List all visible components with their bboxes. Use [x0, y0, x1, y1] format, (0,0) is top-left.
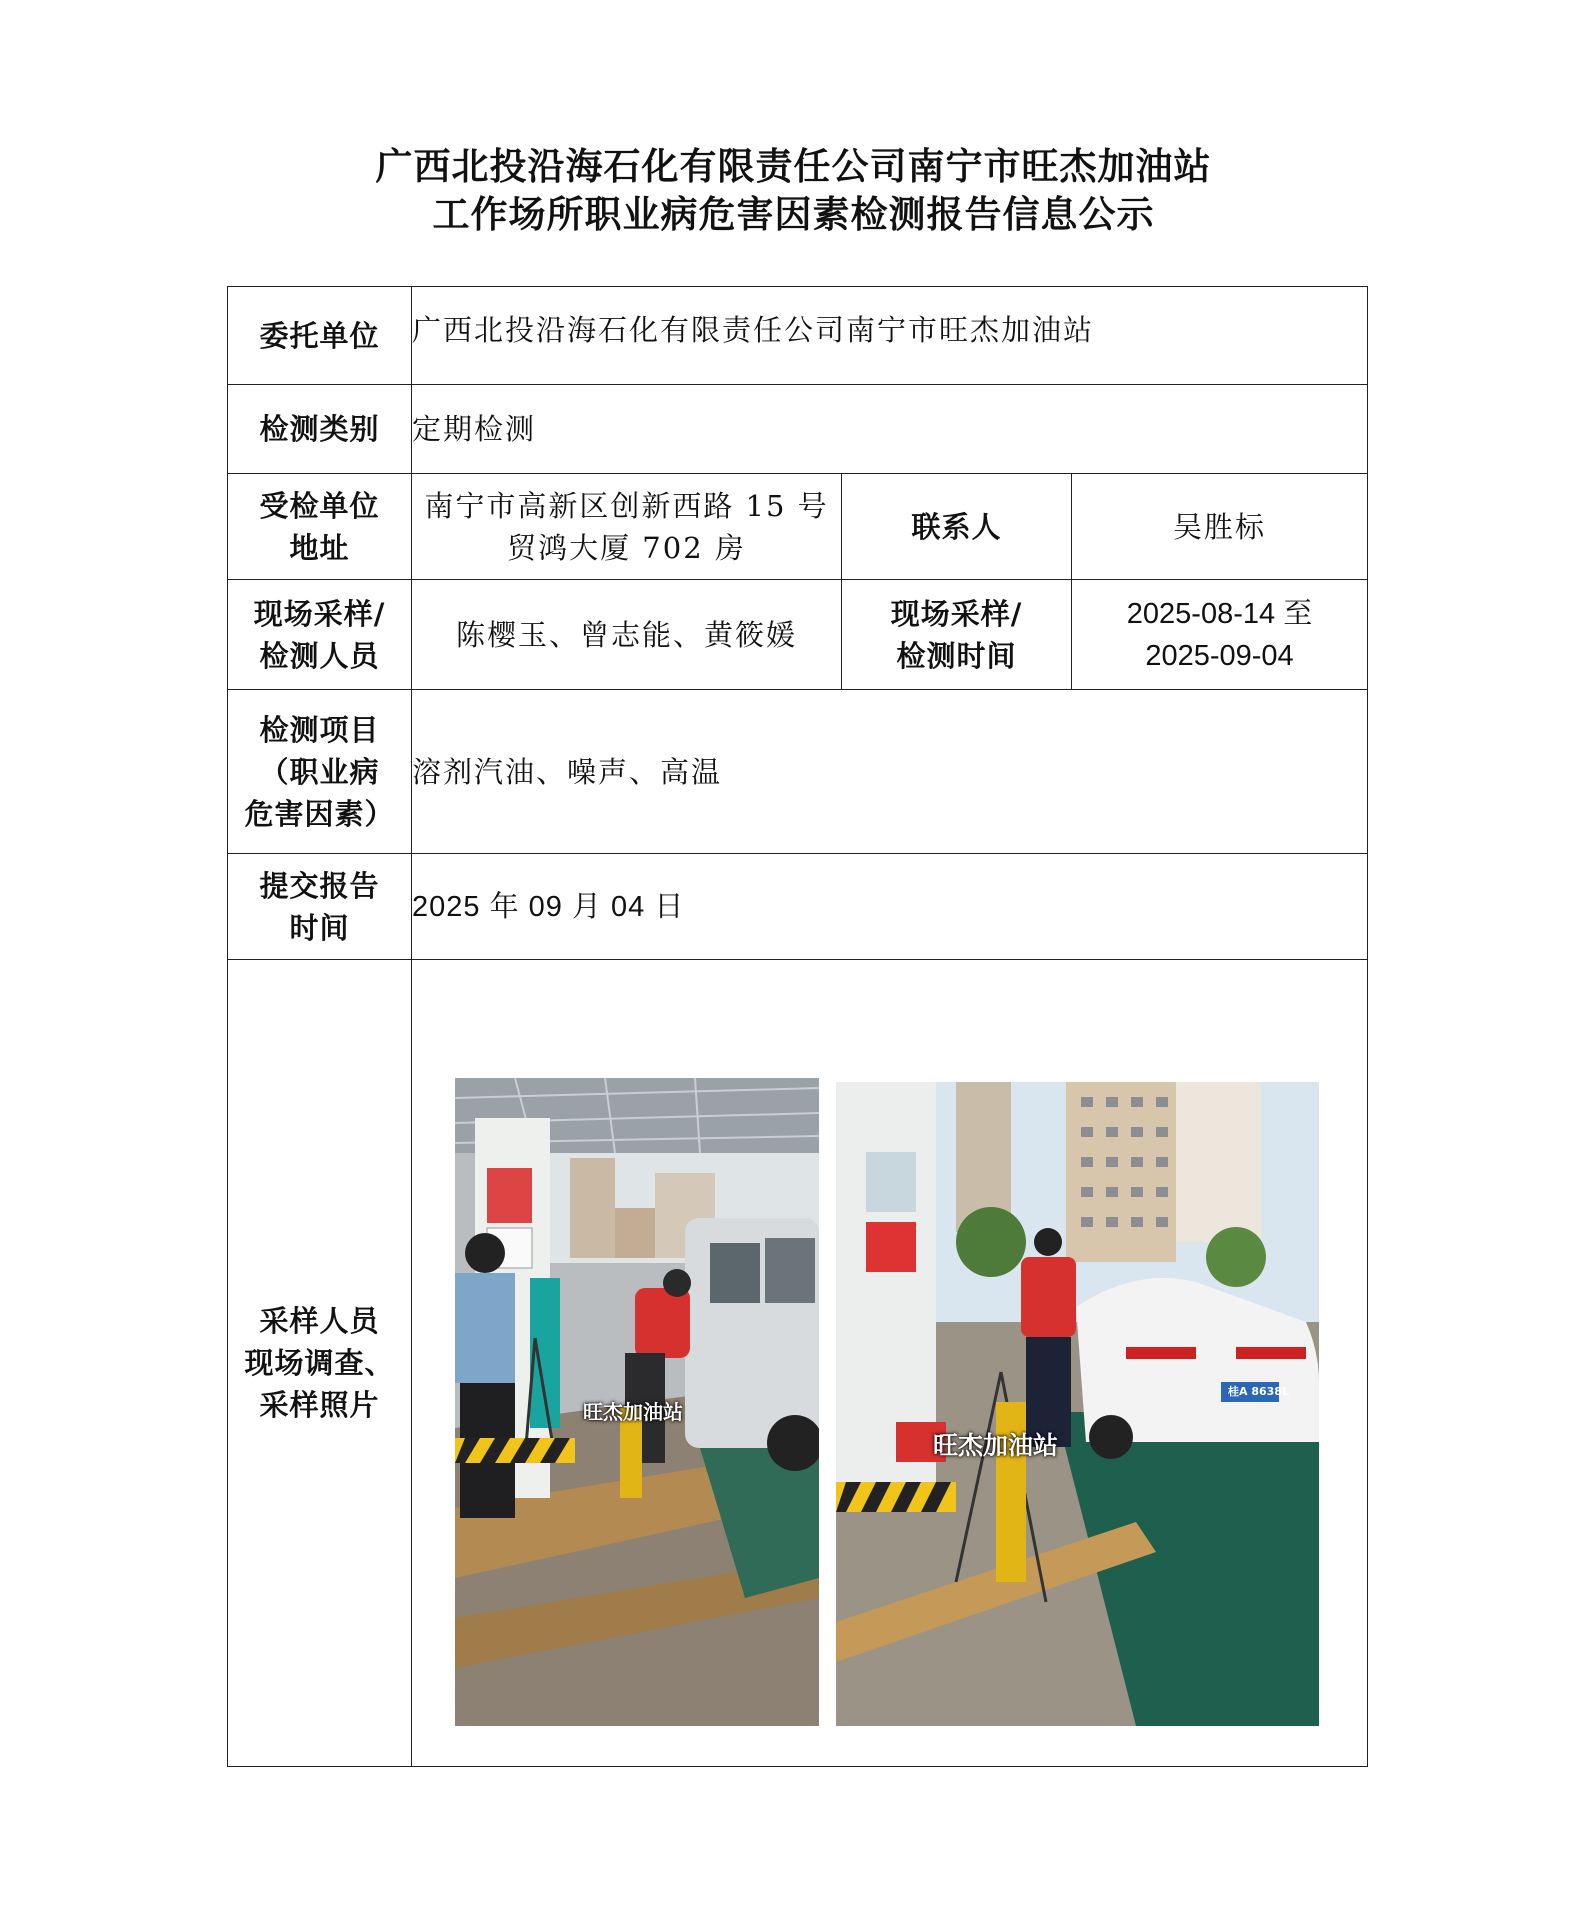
site-photo-2	[836, 1082, 1319, 1726]
items-label-line-1: 检测项目	[259, 712, 380, 747]
row-report-date	[228, 854, 1368, 960]
photos-label	[228, 960, 412, 1767]
page-title	[0, 142, 1587, 238]
items-label-line-3: 危害因素）	[244, 796, 395, 831]
sampling-time-label-line-2: 检测时间	[896, 638, 1017, 673]
sampling-time-label-line-1: 现场采样/	[890, 596, 1023, 631]
address-value-line-1: 南宁市高新区创新西路 15 号	[424, 488, 829, 523]
row-items	[228, 690, 1368, 854]
title-line-2: 工作场所职业病危害因素检测报告信息公示	[432, 192, 1155, 236]
photos-cell	[412, 960, 1368, 1767]
personnel-label-line-1: 现场采样/	[253, 596, 386, 631]
items-value: 溶剂汽油、噪声、高温	[412, 690, 1368, 854]
row-personnel	[228, 580, 1368, 690]
row-client	[228, 287, 1368, 385]
site-photo-2-watermark: 旺杰加油站	[933, 1431, 1059, 1460]
report-date-value: 2025 年 09 月 04 日	[412, 854, 1368, 960]
photos-label-line-3: 采样照片	[259, 1388, 380, 1422]
items-label	[228, 690, 412, 854]
report-date-label	[228, 854, 412, 960]
row-address	[228, 474, 1368, 580]
row-category	[228, 385, 1368, 474]
photos-label-line-1: 采样人员	[259, 1304, 380, 1338]
report-date-label-line-2: 时间	[289, 910, 350, 945]
category-value: 定期检测	[412, 385, 1368, 474]
personnel-value: 陈樱玉、曾志能、黄筱媛	[412, 580, 842, 690]
sampling-time-label	[842, 580, 1072, 690]
row-photos	[228, 960, 1368, 1767]
contact-value: 吴胜标	[1072, 474, 1368, 580]
client-label: 委托单位	[228, 287, 412, 385]
category-label: 检测类别	[228, 385, 412, 474]
report-table	[227, 286, 1368, 1767]
site-photo-1	[455, 1078, 819, 1726]
title-line-1: 广西北投沿海石化有限责任公司南宁市旺杰加油站	[375, 144, 1212, 188]
photos-label-line-2: 现场调查、	[244, 1346, 395, 1380]
contact-label: 联系人	[842, 474, 1072, 580]
sampling-time-value-line-2: 2025-09-04	[1145, 639, 1294, 672]
address-label-line-1: 受检单位	[259, 488, 380, 523]
personnel-label-line-2: 检测人员	[259, 638, 380, 673]
sampling-time-value	[1072, 580, 1368, 690]
site-photo-1-watermark: 旺杰加油站	[583, 1400, 683, 1424]
site-photo-2-image	[836, 1082, 1319, 1726]
address-value	[412, 474, 842, 580]
report-date-label-line-1: 提交报告	[259, 868, 380, 903]
address-value-line-2: 贸鸿大厦 702 房	[507, 530, 746, 565]
items-label-line-2: （职业病	[259, 754, 380, 789]
sampling-time-value-line-1: 2025-08-14 至	[1126, 597, 1313, 630]
site-photo-2-plate: 桂A 8638L	[1228, 1385, 1289, 1398]
address-label-line-2: 地址	[289, 530, 350, 565]
client-value: 广西北投沿海石化有限责任公司南宁市旺杰加油站	[412, 287, 1368, 385]
personnel-label	[228, 580, 412, 690]
address-label	[228, 474, 412, 580]
